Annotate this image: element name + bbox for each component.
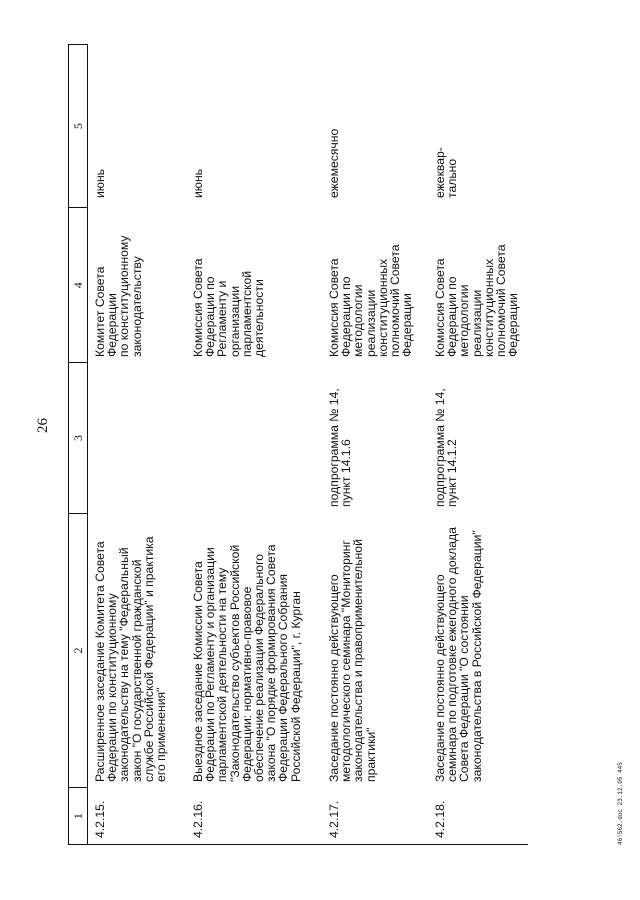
column-header-2: 2	[69, 513, 87, 788]
rotated-document	[35, 45, 624, 845]
row-number: 4.2.17.	[327, 800, 341, 838]
term: июнь	[191, 168, 205, 198]
table-row	[88, 44, 186, 844]
program-reference: подпрограмма № 14, пункт 14.1.2	[433, 388, 460, 507]
term: ежеквар- тально	[433, 147, 460, 198]
event-title: Расширенное заседание Комитета Совета Федерации по конституционному законодательству на тему "Федеральный закон "О государственной гражданской службе Российской Федерации" и практика его применения"	[93, 536, 169, 782]
column-header-3: 3	[69, 362, 87, 512]
row-number: 4.2.16.	[191, 800, 205, 838]
term: июнь	[93, 168, 107, 198]
responsible-body: Комиссия Совета Федерации по Регламенту и организации парламентской деятельности	[191, 258, 267, 357]
column-header-1: 1	[69, 787, 87, 844]
table-row	[428, 44, 528, 844]
document-code: 46!562.doc 23.12.05 445	[617, 762, 624, 845]
responsible-body: Комитет Совета Федерации по конституционному законодательству	[93, 235, 144, 357]
program-reference: подпрограмма № 14, пункт 14.1.6	[327, 388, 354, 507]
responsible-body: Комиссия Совета Федерации по методологии реализации конституционных полномочий Совета Федерации	[433, 244, 521, 357]
term: ежемесячно	[327, 128, 341, 198]
event-title: Заседание постоянно действующего семинара по подготовке ежегодного доклада Совета Федерации "О состоянии законодательства в Российской Федерации"	[433, 527, 484, 782]
column-header-4: 4	[69, 207, 87, 362]
table-row	[322, 44, 428, 844]
event-title: Выездное заседание Комиссии Совета Федерации по Регламенту и организации парламентской деятельности на тему "Законодательство субъектов Российской Федерации: нормативно-правовое обеспечение реализации Федерального закона "О порядке формирования Совета Федерации Федерального Собрания Российской Федерации", г. Курган	[191, 544, 303, 782]
page-number: 26	[35, 418, 51, 433]
row-number: 4.2.18.	[433, 800, 447, 838]
plan-table	[68, 44, 528, 845]
column-header-5: 5	[69, 44, 87, 207]
program-reference	[186, 363, 322, 513]
column-number-header	[68, 44, 88, 844]
table-row	[186, 44, 322, 844]
program-reference	[88, 363, 186, 513]
event-title: Заседание постоянно действующего методологического семинара "Мониторинг законодательства и правоприменительной практики"	[327, 539, 378, 782]
row-number: 4.2.15.	[93, 800, 107, 838]
responsible-body: Комиссия Совета Федерации по методологии реализации конституционных полномочий Совета Федерации	[327, 244, 415, 357]
